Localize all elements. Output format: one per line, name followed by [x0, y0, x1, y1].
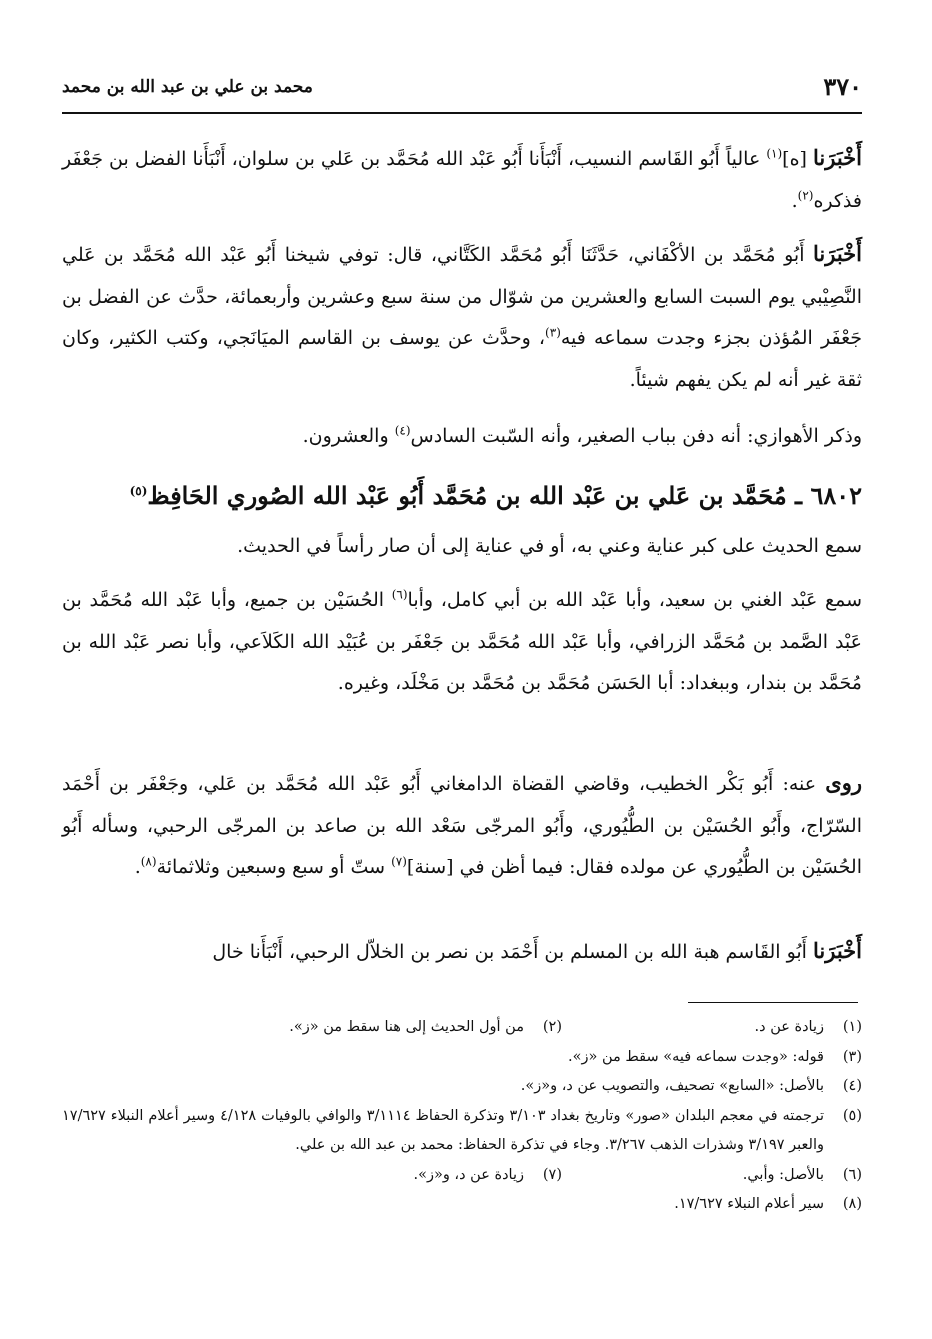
footnote-row — [62, 1102, 862, 1161]
footnote-text: بالأصل: وأبي. — [742, 1166, 824, 1183]
footnote-6 — [562, 1161, 862, 1191]
footnote-ref: (٤) — [394, 423, 411, 438]
footnote-number: (١) — [842, 1019, 862, 1035]
paragraph-text: ستّ أو سبع وسبعين وثلاثمائة — [156, 856, 392, 879]
footnote-1 — [562, 1013, 862, 1043]
footnote-number: (٨) — [842, 1196, 862, 1212]
paragraph-6 — [62, 762, 862, 889]
footnote-row — [62, 1190, 862, 1220]
paragraph-lead: أَخْبَرَنا — [813, 241, 862, 266]
footnote-7 — [142, 1161, 562, 1191]
paragraph-lead: أَخْبَرَنا — [813, 145, 862, 170]
footnote-number: (٦) — [842, 1166, 862, 1183]
footnote-5 — [62, 1102, 862, 1161]
paragraph-lead: روى — [825, 770, 862, 795]
paragraph-text: . — [791, 189, 798, 212]
paragraph-text: سمع عَبْد الغني بن سعيد، وأبا عَبْد الله بن أبي كامل، وأبا — [407, 589, 862, 611]
paragraph-3 — [62, 416, 862, 458]
paragraph-text: ، وحدَّث عن يوسف بن القاسم الميَانَجي، وكتب الكثير، وكان ثقة غير أنه لم يكن يفهم شيئاً. — [62, 327, 862, 392]
footnote-2 — [142, 1013, 562, 1043]
footnote-number: (٢) — [542, 1019, 562, 1035]
footnote-4 — [62, 1072, 862, 1102]
footnote-ref: (٦) — [391, 587, 408, 602]
paragraph-text: والعشرون. — [302, 425, 395, 447]
footnote-row — [62, 1013, 862, 1043]
paragraph-text: أَبُو مُحَمَّد بن الأكْفَاني، حَدَّثَنَا أَبُو مُحَمَّد الكَتَّاني، قال: توفي شيخنا أَبُو عَبْد الله مُحَمَّد بن عَلي النَّصِيْبي يوم السبت السابع والعشرين من شوّال من سنة سبع وعشرين وأربعمائة، حدَّث عن الفضل بن جَعْفَر المُؤذن بجزء وجدت سماعه فيه — [62, 244, 862, 350]
footnote-text: بالأصل: «السابع» تصحيف، والتصويب عن د، و«ز». — [520, 1078, 824, 1094]
footnote-row — [62, 1043, 862, 1073]
footnote-number: (٧) — [542, 1166, 562, 1183]
page-header — [62, 62, 862, 102]
footnote-number: (٤) — [842, 1078, 862, 1094]
footnote-row — [62, 1072, 862, 1102]
footnote-text: سير أعلام النبلاء ١٧/٦٢٧. — [674, 1196, 824, 1212]
footnote-text: قوله: «وجدت سماعه فيه» سقط من «ز». — [568, 1048, 824, 1065]
footnote-number: (٥) — [842, 1107, 862, 1124]
footnote-ref: (١) — [766, 146, 783, 161]
footnote-text: ترجمته في معجم البلدان «صور» وتاريخ بغداد ٣/١٠٣ وتذكرة الحفاظ ٣/١١١٤ والوافي بالوفيات ٤/١٢٨ وسير أعلام النبلاء ١٧/٦٢٧ والعبر ٣/١٩٧ وشذرات الذهب ٣/٢٦٧. وجاء في تذكرة الحفاظ: محمد بن عبد الله بن علي. — [62, 1107, 824, 1153]
paragraph-7 — [62, 930, 862, 974]
footnote-text: من أول الحديث إلى هنا سقط من «ز». — [289, 1019, 524, 1035]
paragraph-1 — [62, 137, 862, 222]
footnote-rule — [688, 1002, 858, 1003]
footnotes — [62, 1013, 862, 1220]
paragraph-4 — [62, 526, 862, 568]
paragraph-text: [ه] — [782, 148, 814, 170]
paragraph-text: الحُسَيْن بن جميع، وأبا عَبْد الله مُحَمَّد بن عَبْد الصَّمد بن مُحَمَّد الزرافي، وأبا عَبْد الله مُحَمَّد بن جَعْفَر بن عُبَيْد الله الكَلاَعي، وأبا نصر عَبْد الله بن مُحَمَّد بن بندار، وببغداد: أبا الحَسَن مُحَمَّد بن مُحَمَّد بن مَخْلَد، وغيره. — [62, 589, 862, 695]
paragraph-text: سمع الحديث على كبر عناية وعني به، أو في عناية إلى أن صار رأساً في الحديث. — [237, 535, 862, 557]
paragraph-text: وذكر الأهوازي: أنه دفن بباب الصغير، وأنه السّبت السادس — [410, 425, 862, 447]
entry-heading-text: ٦٨٠٢ ـ مُحَمَّد بن عَلي بن عَبْد الله بن مُحَمَّد أَبُو عَبْد الله الصُوري الحَافِظ — [147, 481, 862, 510]
footnote-ref: (٢) — [797, 188, 814, 203]
paragraph-text: عالياً أَبُو القَاسم النسيب، أَنْبَأَنا أَبُو عَبْد الله مُحَمَّد بن عَلي بن سلوان، أَنْبَأَنا الفضل بن جَعْفَر فذكره — [62, 148, 862, 212]
paragraph-2 — [62, 233, 862, 402]
footnote-text: زيادة عن د، و«ز». — [413, 1166, 524, 1183]
header-rule — [62, 112, 862, 114]
paragraph-text: أَبُو القَاسم هبة الله بن المسلم بن أَحْمَد بن نصر بن الخلاّل الرحبي، أَنْبَأَنا خال — [212, 941, 814, 963]
paragraph-5 — [62, 580, 862, 705]
footnote-3 — [62, 1043, 862, 1073]
running-title: محمد بن علي بن عبد الله بن محمد — [62, 77, 313, 97]
footnote-ref: (٣) — [545, 326, 561, 341]
paragraph-text: . — [134, 856, 141, 879]
footnote-number: (٣) — [842, 1048, 862, 1065]
footnote-8 — [62, 1190, 862, 1220]
footnote-row — [62, 1161, 862, 1191]
footnote-ref: (٨) — [140, 855, 157, 870]
footnote-ref: (٥) — [129, 484, 148, 498]
footnote-ref: (٧) — [391, 855, 407, 870]
entry-heading — [62, 474, 862, 518]
page-number: ٣٧٠ — [823, 72, 862, 101]
paragraph-lead: أَخْبَرَنا — [813, 938, 862, 963]
footnote-text: زيادة عن د. — [754, 1019, 824, 1035]
paragraph-text: عنه: أَبُو بَكْر الخطيب، وقاضي القضاة الدامغاني أَبُو عَبْد الله مُحَمَّد بن عَلي، وجَعْفَر بن أَحْمَد السّرّاج، وأَبُو الحُسَيْن بن الطُّيُوري، وأَبُو المرجّى سَعْد الله بن صاعد بن المرجّى الرحبي، وسأله أَبُو الحُسَيْن بن الطُّيُوري عن مولده فقال: فيما أظن في [سنة] — [62, 773, 862, 879]
